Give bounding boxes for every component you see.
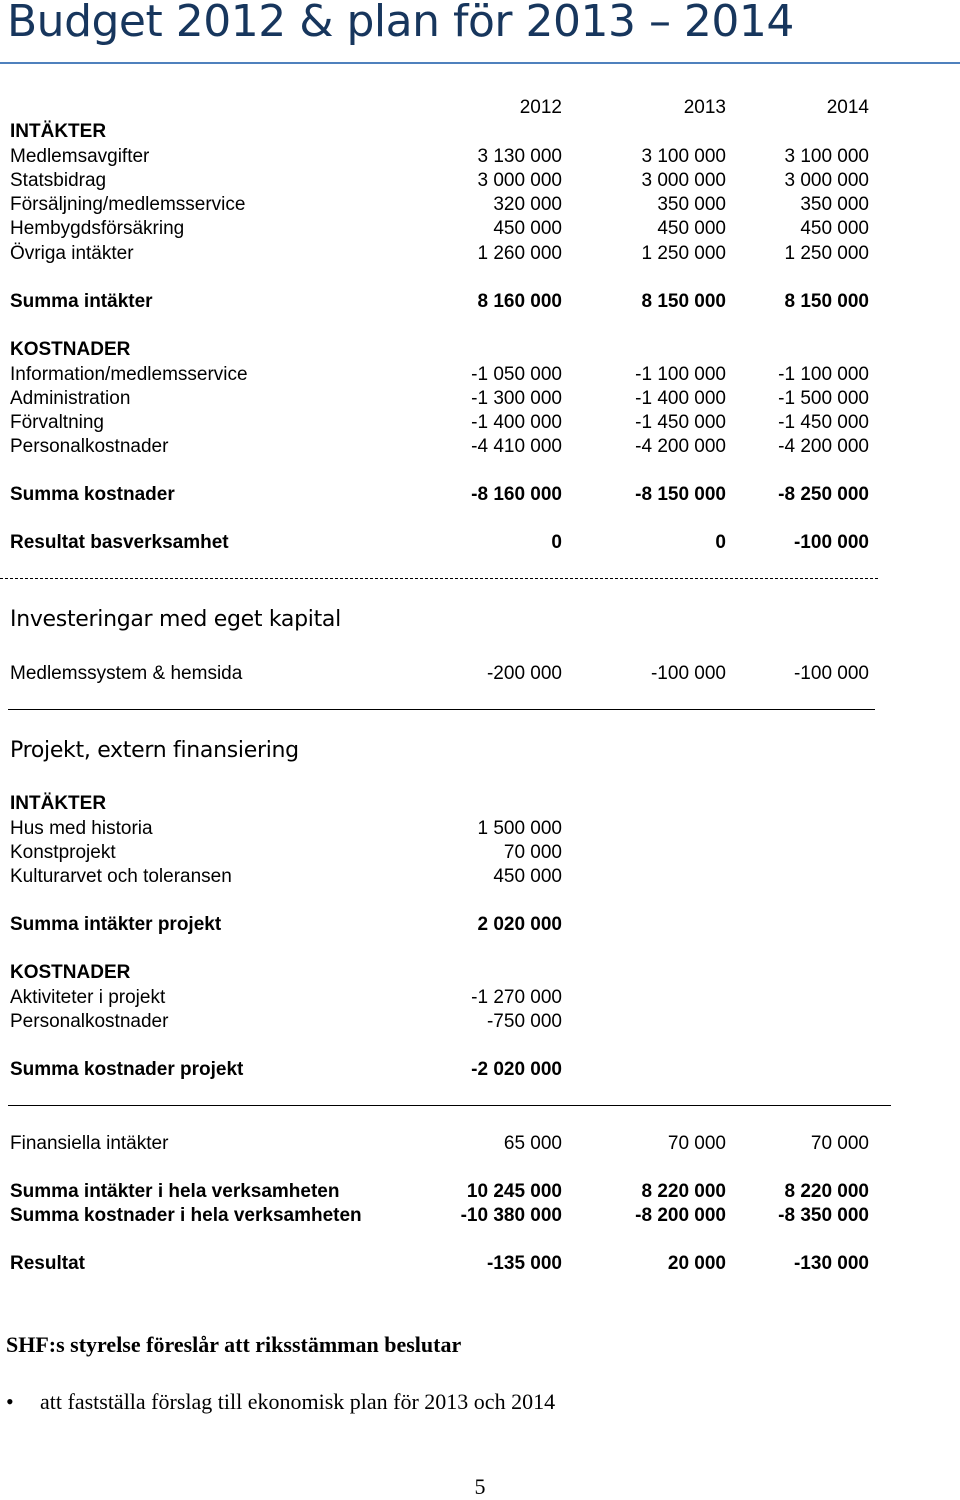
year-2014: 2014 [826, 97, 869, 118]
value-2012: 3 000 000 [477, 170, 562, 191]
value-2014: 70 000 [810, 1133, 869, 1154]
value-2014: 8 220 000 [784, 1181, 869, 1202]
row-label: Aktiviteter i projekt [10, 987, 166, 1008]
table-row [10, 841, 870, 865]
value-2012: 3 130 000 [477, 146, 562, 167]
value-2012: 2 020 000 [477, 914, 562, 935]
value-2012: 320 000 [493, 194, 562, 215]
row-label: Summa intäkter projekt [10, 914, 222, 935]
value-2014: -130 000 [793, 1253, 869, 1274]
income-total-row [10, 290, 870, 314]
table-row [10, 242, 870, 266]
value-2013: -1 400 000 [635, 388, 726, 409]
value-2014: -1 450 000 [778, 412, 869, 433]
value-2012: 450 000 [493, 218, 562, 239]
bullet-icon: • [6, 1389, 14, 1414]
table-row [10, 435, 870, 459]
value-2013: 3 000 000 [641, 170, 726, 191]
value-2014: 3 100 000 [784, 146, 869, 167]
table-row [10, 193, 870, 217]
dashed-divider [0, 578, 878, 579]
table-row [10, 986, 870, 1010]
row-label: Medlemssystem & hemsida [10, 663, 243, 684]
row-label: Hembygdsförsäkring [10, 218, 185, 239]
value-2014: -4 200 000 [778, 436, 869, 457]
value-2013: 70 000 [667, 1133, 726, 1154]
row-label: Personalkostnader [10, 1011, 169, 1032]
value-2013: 350 000 [657, 194, 726, 215]
value-2012: 10 245 000 [466, 1181, 562, 1202]
value-2014: 8 150 000 [784, 291, 869, 312]
value-2013: 8 150 000 [641, 291, 726, 312]
row-label: Personalkostnader [10, 436, 169, 457]
value-2013: -4 200 000 [635, 436, 726, 457]
project-cost-total-row [10, 1058, 870, 1082]
row-label: Medlemsavgifter [10, 146, 150, 167]
value-2012: -1 300 000 [471, 388, 562, 409]
value-2012: 8 160 000 [477, 291, 562, 312]
table-row [10, 865, 870, 889]
project-cost-heading-label: KOSTNADER [10, 962, 131, 983]
table-row [10, 145, 870, 169]
row-label: Administration [10, 388, 131, 409]
value-2012: -4 410 000 [471, 436, 562, 457]
value-2014: -1 500 000 [778, 388, 869, 409]
table-row [10, 662, 870, 686]
value-2012: 450 000 [493, 866, 562, 887]
value-2013: 8 220 000 [641, 1181, 726, 1202]
page-number: 5 [474, 1474, 486, 1499]
value-2014: -8 350 000 [778, 1205, 869, 1226]
value-2012: -2 020 000 [471, 1059, 562, 1080]
value-2014: -8 250 000 [778, 484, 869, 505]
row-label: Förvaltning [10, 412, 104, 433]
result-base-row [10, 531, 870, 555]
row-label: Summa intäkter [10, 291, 153, 312]
row-label: Summa kostnader i hela verksamheten [10, 1205, 362, 1226]
row-label: Resultat basverksamhet [10, 532, 229, 553]
row-label: Information/medlemsservice [10, 364, 248, 385]
row-label: Summa kostnader [10, 484, 175, 505]
year-2012: 2012 [519, 97, 562, 118]
total-costs-row [10, 1204, 870, 1228]
value-2014: 350 000 [800, 194, 869, 215]
value-2014: -1 100 000 [778, 364, 869, 385]
section-divider [8, 709, 875, 710]
final-result-row [10, 1252, 870, 1276]
value-2012: -1 050 000 [471, 364, 562, 385]
row-label: Summa kostnader projekt [10, 1059, 244, 1080]
project-income-total-row [10, 913, 870, 937]
value-2013: -1 450 000 [635, 412, 726, 433]
row-label: Hus med historia [10, 818, 153, 839]
value-2012: -1 400 000 [471, 412, 562, 433]
value-2013: 1 250 000 [641, 243, 726, 264]
value-2014: 1 250 000 [784, 243, 869, 264]
value-2013: -8 200 000 [635, 1205, 726, 1226]
table-row [10, 1010, 870, 1034]
project-cost-heading [10, 961, 870, 985]
row-label: Konstprojekt [10, 842, 116, 863]
table-row [10, 817, 870, 841]
value-2012: 65 000 [503, 1133, 562, 1154]
row-label: Statsbidrag [10, 170, 107, 191]
value-2012: -8 160 000 [471, 484, 562, 505]
income-heading-label: INTÄKTER [10, 121, 107, 142]
table-row [10, 411, 870, 435]
value-2014: -100 000 [793, 663, 869, 684]
table-row [10, 169, 870, 193]
income-heading [10, 120, 870, 144]
value-2012: 1 260 000 [477, 243, 562, 264]
cost-heading [10, 338, 870, 362]
cost-total-row [10, 483, 870, 507]
row-label: Finansiella intäkter [10, 1133, 169, 1154]
section-divider [8, 1105, 891, 1106]
value-2013: 450 000 [657, 218, 726, 239]
table-row [10, 363, 870, 387]
value-2012: -10 380 000 [460, 1205, 562, 1226]
value-2013: 20 000 [667, 1253, 726, 1274]
row-label: Försäljning/medlemsservice [10, 194, 246, 215]
page-title: Budget 2012 & plan för 2013 – 2014 [7, 0, 794, 47]
row-label: Resultat [10, 1253, 85, 1274]
value-2014: 450 000 [800, 218, 869, 239]
value-2012: 0 [551, 532, 562, 553]
financial-income-row [10, 1132, 870, 1156]
value-2012: 70 000 [503, 842, 562, 863]
proposal-heading: SHF:s styrelse föreslår att riksstämman beslutar [6, 1332, 462, 1357]
year-header-row [10, 96, 870, 120]
year-2013: 2013 [683, 97, 726, 118]
value-2013: -100 000 [650, 663, 726, 684]
value-2014: 3 000 000 [784, 170, 869, 191]
row-label: Summa intäkter i hela verksamheten [10, 1181, 340, 1202]
total-income-row [10, 1180, 870, 1204]
projects-heading: Projekt, extern finansiering [10, 738, 299, 763]
value-2012: -750 000 [486, 1011, 562, 1032]
value-2014: -100 000 [793, 532, 869, 553]
investments-heading: Investeringar med eget kapital [10, 607, 341, 632]
row-label: Övriga intäkter [10, 243, 134, 264]
value-2013: 3 100 000 [641, 146, 726, 167]
title-underline [0, 62, 960, 64]
value-2012: -1 270 000 [471, 987, 562, 1008]
project-income-heading-label: INTÄKTER [10, 793, 107, 814]
value-2012: -135 000 [486, 1253, 562, 1274]
value-2012: 1 500 000 [477, 818, 562, 839]
table-row [10, 217, 870, 241]
value-2013: -1 100 000 [635, 364, 726, 385]
project-income-heading [10, 792, 870, 816]
value-2013: -8 150 000 [635, 484, 726, 505]
value-2012: -200 000 [486, 663, 562, 684]
value-2013: 0 [715, 532, 726, 553]
bullet-text: att fastställa förslag till ekonomisk plan för 2013 och 2014 [40, 1389, 556, 1414]
row-label: Kulturarvet och toleransen [10, 866, 232, 887]
table-row [10, 387, 870, 411]
cost-heading-label: KOSTNADER [10, 339, 131, 360]
